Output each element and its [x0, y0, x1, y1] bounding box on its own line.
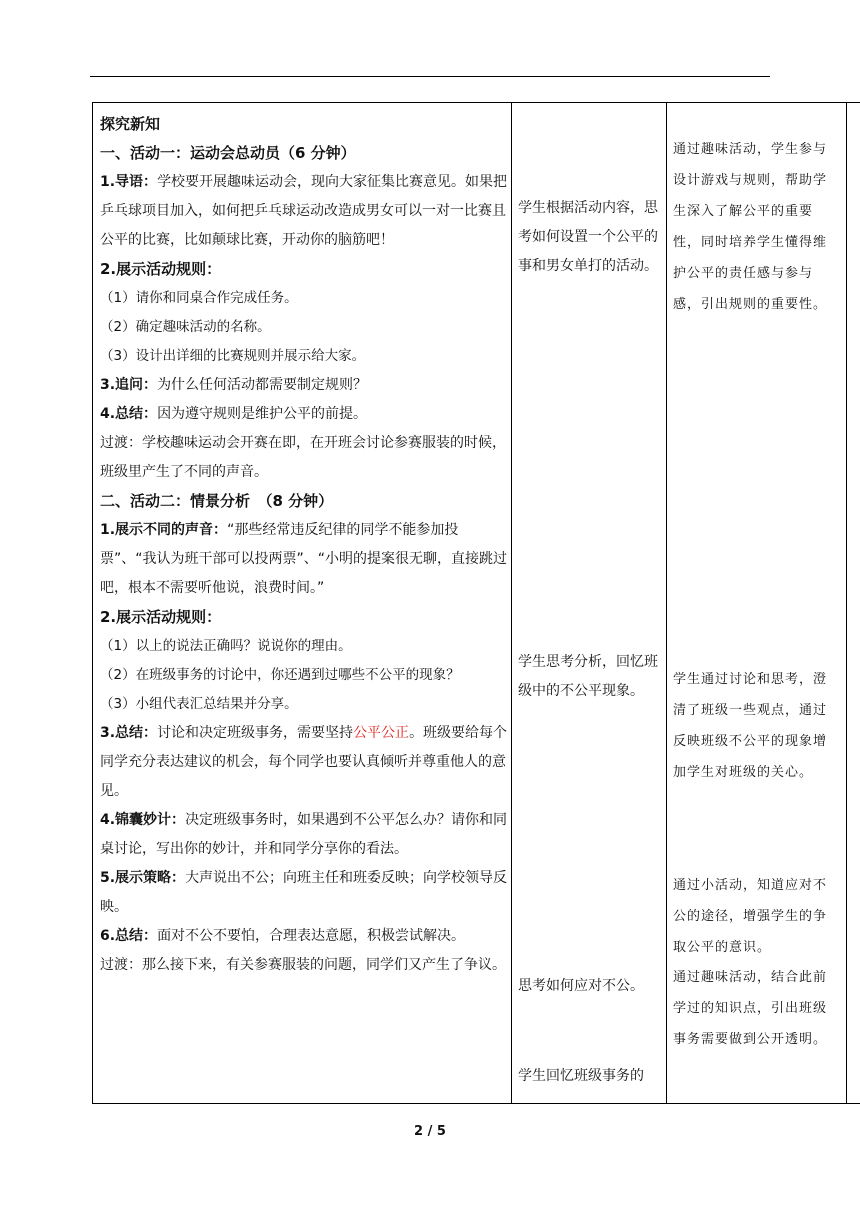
table-divider-3 — [846, 102, 847, 1104]
design-intent-3: 通过小活动，知道应对不公的途径，增强学生的争取公平的意识。 — [673, 878, 828, 955]
follow-up-question: 3.追问：为什么任何活动都需要制定规则？ — [100, 377, 368, 393]
student-activity-1: 学生根据活动内容，思考如何设置一个公平的事和男女单打的活动。 — [518, 200, 658, 274]
rules-heading-2: 2.展示活动规则： — [100, 608, 222, 626]
fairness-highlight: 公平公正 — [353, 725, 410, 741]
student-activity-3: 思考如何应对不公。 — [518, 978, 644, 994]
rule-item: （3）小组代表汇总结果并分享。 — [100, 696, 298, 712]
tips-paragraph: 4.锦囊妙计：决定班级事务时，如果遇到不公平怎么办？请你和同桌讨论，写出你的妙计，并和同学分享你的看法。 — [100, 812, 508, 857]
rule-item: （3）设计出详细的比赛规则并展示给大家。 — [100, 348, 366, 364]
section-title: 探究新知 — [100, 115, 161, 133]
table-divider-2 — [666, 102, 667, 1104]
activity-2-heading: 二、活动二：情景分析 （8 分钟） — [100, 492, 334, 510]
design-intent-1: 通过趣味活动，学生参与设计游戏与规则，帮助学生深入了解公平的重要性，同时培养学生懂得维护公平的责任感与参与感，引出规则的重要性。 — [673, 142, 828, 312]
lesson-plan-table — [92, 102, 860, 1104]
rule-item: （1）以上的说法正确吗？说说你的理由。 — [100, 638, 352, 654]
rules-heading-1: 2.展示活动规则： — [100, 260, 222, 278]
summary-3: 6.总结：面对不公不要怕，合理表达意愿，积极尝试解决。 — [100, 928, 466, 944]
table-border-bottom — [92, 1103, 860, 1104]
intro-paragraph: 1.导语：学校要开展趣味运动会，现向大家征集比赛意见。如果把乒乓球项目加入，如何把乒乓球运动改造成男女可以一对一比赛且公平的比赛，比如颠球比赛，开动你的脑筋吧！ — [100, 174, 508, 248]
student-activity-2: 学生思考分析，回忆班级中的不公平现象。 — [518, 654, 658, 699]
summary-1: 4.总结：因为遵守规则是维护公平的前提。 — [100, 406, 368, 422]
teaching-content-column — [100, 110, 510, 980]
student-activity-4: 学生回忆班级事务的 — [518, 1068, 644, 1084]
page-number: 2 / 5 — [414, 1124, 446, 1139]
design-intent-4: 通过趣味活动，结合此前学过的知识点，引出班级事务需要做到公开透明。 — [673, 970, 828, 1047]
table-border-left — [92, 102, 93, 1104]
transition-1: 过渡：学校趣味运动会开赛在即，在开班会讨论参赛服装的时候，班级里产生了不同的声音。 — [100, 435, 506, 480]
activity-1-heading: 一、活动一：运动会总动员（6 分钟） — [100, 144, 356, 162]
rule-item: （2）确定趣味活动的名称。 — [100, 319, 271, 335]
transition-2: 过渡：那么接下来，有关参赛服装的问题，同学们又产生了争议。 — [100, 957, 506, 973]
table-border-top — [92, 102, 860, 103]
rule-item: （2）在班级事务的讨论中，你还遇到过哪些不公平的现象？ — [100, 667, 460, 683]
design-intent-2: 学生通过讨论和思考，澄清了班级一些观点，通过反映班级不公平的现象增加学生对班级的关心。 — [673, 672, 828, 780]
rule-item: （1）请你和同桌合作完成任务。 — [100, 290, 298, 306]
summary-2: 3.总结：讨论和决定班级事务，需要坚持公平公正。班级要给每个同学充分表达建议的机会，每个同学也要认真倾听并尊重他人的意见。 — [100, 725, 508, 799]
strategy-paragraph: 5.展示策略：大声说出不公；向班主任和班委反映；向学校领导反映。 — [100, 870, 508, 915]
header-rule — [90, 76, 770, 77]
voices-paragraph: 1.展示不同的声音：“那些经常违反纪律的同学不能参加投票”、“我认为班干部可以投两票”、“小明的提案很无聊，直接跳过吧，根本不需要听他说，浪费时间。” — [100, 522, 508, 596]
table-divider-1 — [511, 102, 512, 1104]
